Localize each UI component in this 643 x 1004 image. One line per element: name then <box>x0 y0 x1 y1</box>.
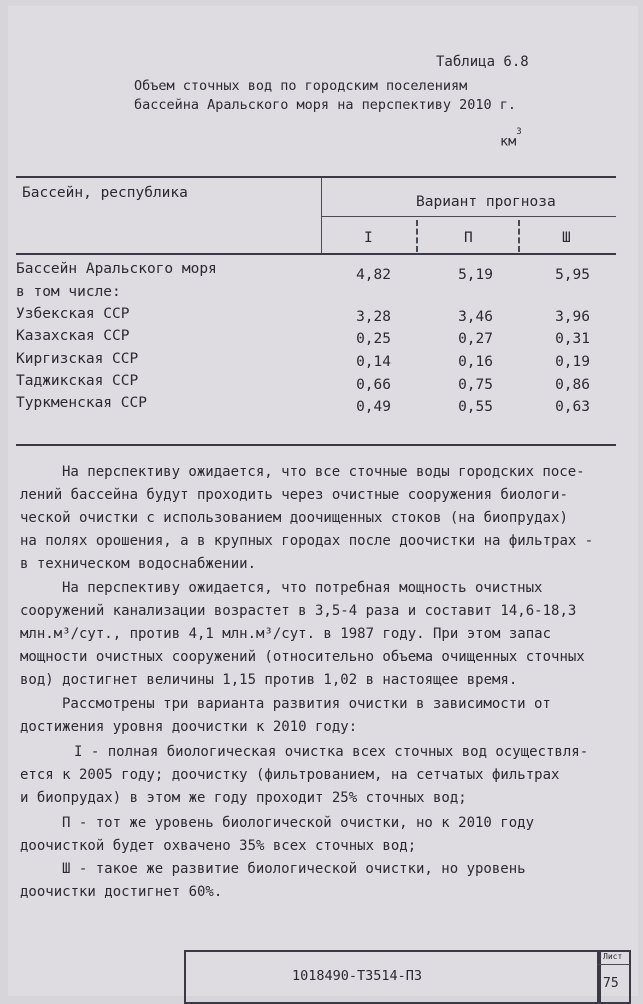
paragraph-line: I - полная биологическая очистка всех сточных вод осуществля- <box>74 744 589 760</box>
row-label: Бассейн Аральского моря <box>16 261 217 277</box>
table-number: Таблица 6.8 <box>436 54 529 70</box>
variant-header-1: I <box>364 230 373 246</box>
cell-value: 3,96 <box>555 309 590 325</box>
paragraph-line: и биопрудах) в этом же году проходит 25% сточных вод; <box>20 790 467 806</box>
row-label: Казахская ССР <box>16 328 130 344</box>
table-bottom-rule <box>16 444 616 446</box>
row-label: Киргизская ССР <box>16 351 139 367</box>
paragraph-line: На перспективу ожидается, что потребная мощность очистных <box>62 580 543 596</box>
sheet-number: 75 <box>603 976 619 991</box>
cell-value: 5,95 <box>555 267 590 283</box>
cell-value: 0,66 <box>356 377 391 393</box>
paragraph-line: вод) достигнет величины 1,15 против 1,02 в настоящее время. <box>20 672 518 688</box>
paragraph-line: П - тот же уровень биологической очистки, но к 2010 году <box>62 815 535 831</box>
sheet-label: Лист <box>603 952 623 961</box>
cell-value: 0,31 <box>555 331 590 347</box>
cell-value: 0,25 <box>356 331 391 347</box>
paragraph-line: мощности очистных сооружений (относительно объема очищенных сточных <box>20 649 585 665</box>
cell-value: 0,49 <box>356 399 391 415</box>
table-header-rule <box>16 253 616 255</box>
cell-value: 0,27 <box>458 331 493 347</box>
paragraph-line: достижения уровня доочистки к 2010 году: <box>20 719 358 735</box>
paragraph-line: Рассмотрены три варианта развития очистки в зависимости от <box>62 696 551 712</box>
group-header-variants: Вариант прогноза <box>416 194 556 210</box>
document-page <box>8 6 638 996</box>
table-unit <box>500 127 522 150</box>
paragraph-line: лений бассейна будут проходить через очистные сооружения биологи- <box>20 487 568 503</box>
variant-divider-2 <box>518 220 521 252</box>
paragraph-line: в техническом водоснабжении. <box>20 556 257 572</box>
variant-header-3: Ш <box>562 230 571 246</box>
document-code: 1018490-Т3514-П3 <box>292 968 423 984</box>
paragraph-line: доочистки достигнет 60%. <box>20 884 223 900</box>
cell-value: 0,16 <box>458 354 493 370</box>
row-label: в том числе: <box>16 284 121 300</box>
paragraph-line: доочисткой будет охвачено 35% всех сточных вод; <box>20 838 417 854</box>
paragraph-line: млн.м³/сут., против 4,1 млн.м³/сут. в 1987 году. При этом запас <box>20 626 552 642</box>
unit-exponent: 3 <box>516 127 522 137</box>
table-top-rule <box>16 176 616 178</box>
cell-value: 3,46 <box>458 309 493 325</box>
table-group-rule <box>321 216 616 217</box>
cell-value: 5,19 <box>458 267 493 283</box>
unit-base: км <box>500 133 517 150</box>
table-title-line1: Объем сточных вод по городским поселениям <box>134 78 468 94</box>
cell-value: 0,86 <box>555 377 590 393</box>
cell-value: 0,14 <box>356 354 391 370</box>
variant-divider-1 <box>416 220 419 252</box>
row-label: Туркменская ССР <box>16 395 147 411</box>
sheet-box-divider <box>597 964 630 965</box>
paragraph-line: Ш - такое же развитие биологической очистки, но уровень <box>62 861 526 877</box>
cell-value: 0,19 <box>555 354 590 370</box>
row-label: Таджикская ССР <box>16 373 139 389</box>
paragraph-line: ется к 2005 году; доочистку (фильтрованием, на сетчатых фильтрах <box>20 767 560 783</box>
cell-value: 3,28 <box>356 309 391 325</box>
cell-value: 0,75 <box>458 377 493 393</box>
variant-header-2: П <box>464 230 473 246</box>
row-label: Узбекская ССР <box>16 306 130 322</box>
paragraph-line: на полях орошения, а в крупных городах после доочистки на фильтрах - <box>20 533 594 549</box>
col-header-basin: Бассейн, республика <box>22 185 188 201</box>
table-title-line2: бассейна Аральского моря на перспективу 2010 г. <box>134 97 517 113</box>
paragraph-line: сооружений канализации возрастет в 3,5-4 раза и составит 14,6-18,3 <box>20 603 577 619</box>
paragraph-line: На перспективу ожидается, что все сточные воды городских посе- <box>62 464 585 480</box>
cell-value: 4,82 <box>356 267 391 283</box>
cell-value: 0,63 <box>555 399 590 415</box>
paragraph-line: ческой очистки с использованием доочищенных стоков (на биопрудах) <box>20 510 568 526</box>
cell-value: 0,55 <box>458 399 493 415</box>
